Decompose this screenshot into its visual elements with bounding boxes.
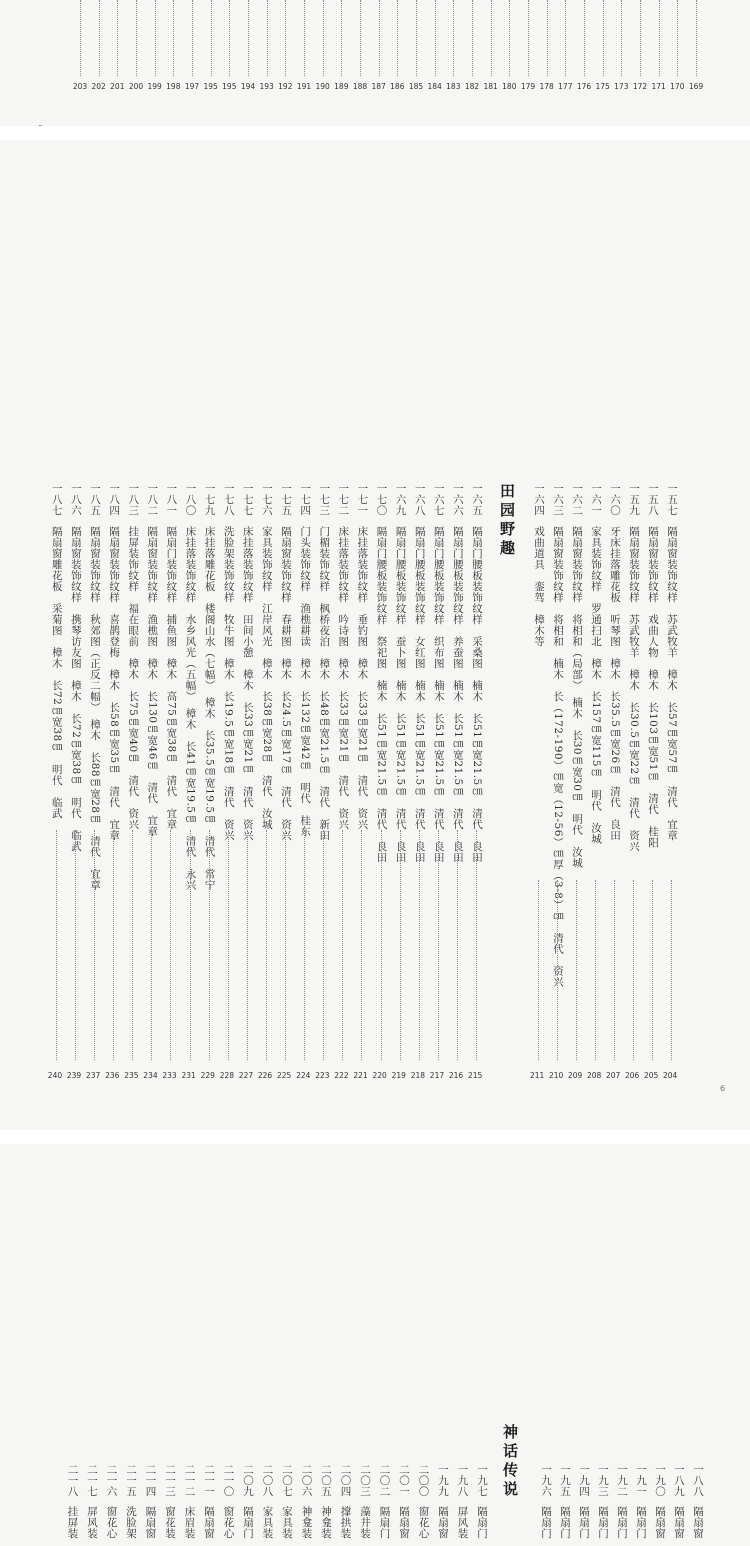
entry-number: 一六一 <box>590 483 602 516</box>
page-number: 191 <box>296 82 312 91</box>
dotted-leader <box>696 0 697 76</box>
entry-number: 一七四 <box>299 483 312 516</box>
dotted-leader <box>438 830 439 1060</box>
entry-number: 一九八 <box>456 1464 469 1497</box>
dotted-leader <box>576 880 577 1060</box>
page-number: 176 <box>576 82 592 91</box>
entry-number: 一六四 <box>533 483 545 516</box>
dotted-leader <box>151 830 152 1060</box>
dotted-leader <box>381 830 382 1060</box>
entry-page-number: 221 <box>353 1071 368 1080</box>
entry-page-number: 223 <box>315 1071 330 1080</box>
entry-number: 二〇二 <box>378 1464 391 1497</box>
dotted-leader <box>267 0 268 76</box>
page-gap <box>0 126 750 140</box>
dotted-leader <box>397 0 398 76</box>
entry-title: 隔扇门腰板装饰纹样 织布图 楠木 长51㎝宽21.5㎝ 清代 良田 <box>432 526 445 863</box>
entry-title: 神龛装 <box>300 1506 313 1539</box>
entry-title: 床挂落雕花板 楼阁山水（七幅） 樟木 长35.5㎝宽19.5㎝ 清代 常宁 <box>203 526 216 891</box>
page-number: 175 <box>595 82 610 91</box>
page-number: 187 <box>371 82 386 91</box>
dotted-leader <box>80 0 81 76</box>
page-number: 188 <box>352 82 368 91</box>
entry-title: 隔扇窗装饰纹样 将相和 楠木 长（172-190）㎝宽（12-56）㎝厚（3-8）㎝ 清代 资兴 <box>552 526 564 988</box>
dotted-leader <box>416 0 417 76</box>
entry-title: 窗花心 <box>105 1506 118 1539</box>
entry-page-number: 220 <box>372 1071 387 1080</box>
entry-number: 一八二 <box>146 483 159 516</box>
dotted-leader <box>614 880 615 1060</box>
entry-number: 一八六 <box>69 483 82 516</box>
page-number: 190 <box>315 82 330 91</box>
entry-title: 隔扇门 <box>540 1506 552 1539</box>
entry-page-number: 211 <box>530 1071 545 1080</box>
entry-number: 二一一 <box>203 1464 215 1497</box>
dotted-leader <box>565 0 566 76</box>
entry-title: 床挂落装饰纹样 水乡风光（五幅） 樟木 长41㎝宽19.5㎝ 清代 永兴 <box>184 526 197 891</box>
dotted-leader <box>323 0 324 76</box>
entry-number: 二一四 <box>144 1464 157 1497</box>
entry-title: 隔扇窗 <box>437 1506 449 1539</box>
entry-title: 隔扇窗装饰纹样 秋郊图（正反二幅） 樟木 长88㎝宽28㎝ 清代 宜章 <box>89 526 101 891</box>
page-number: 181 <box>483 82 498 91</box>
entry-number: 二〇三 <box>359 1464 371 1497</box>
entry-number: 二一二 <box>183 1464 196 1497</box>
entry-number: 一八三 <box>127 483 140 516</box>
page-number: 173 <box>614 82 629 91</box>
entry-title: 挂屏装 <box>66 1506 79 1539</box>
entry-title: 隔扇窗 <box>144 1506 157 1539</box>
entry-number: 一六八 <box>413 483 426 516</box>
dotted-leader <box>304 830 305 1060</box>
top-page <box>0 0 750 126</box>
dotted-leader <box>659 0 660 76</box>
entry-title: 家具装 <box>281 1506 293 1539</box>
dotted-leader <box>304 0 305 76</box>
entry-page-number: 227 <box>238 1071 254 1080</box>
entry-number: 一五九 <box>628 483 640 516</box>
entry-number: 一七九 <box>203 483 216 516</box>
dotted-leader <box>538 880 539 1060</box>
page-number: 195 <box>203 82 218 91</box>
entry-number: 一九〇 <box>654 1464 666 1497</box>
dotted-leader <box>323 830 324 1060</box>
entry-page-number: 237 <box>86 1071 101 1080</box>
footer-page-number: 6 <box>720 1084 726 1093</box>
entry-title: 神龛装 <box>320 1506 332 1539</box>
entry-number: 一八一 <box>165 483 178 516</box>
entry-number: 一七一 <box>356 483 369 516</box>
entry-title: 隔扇窗装饰纹样 携琴访友图 樟木 长72㎝宽38㎝ 明代 临武 <box>69 526 82 852</box>
entry-title: 隔扇门装饰纹样 捕鱼图 樟木 高75㎝宽38㎝ 清代 宜章 <box>165 526 178 830</box>
section-heading: 田园野趣 <box>498 483 516 559</box>
entry-title: 隔扇门腰板装饰纹样 采桑图 楠木 长51㎝宽21.5㎝ 清代 良田 <box>471 526 483 863</box>
entry-title: 屏风装 <box>456 1506 469 1539</box>
dotted-leader <box>557 880 558 1060</box>
dotted-leader <box>229 0 230 76</box>
dotted-leader <box>248 0 249 76</box>
entry-number: 一九四 <box>578 1464 590 1497</box>
bottom-page <box>0 1144 750 1546</box>
entry-title: 门楣装饰纹样 枫桥夜泊 樟木 长48㎝宽21.5㎝ 清代 新田 <box>318 526 331 841</box>
entry-number: 二一六 <box>105 1464 118 1497</box>
dotted-leader <box>342 830 343 1060</box>
entry-title: 戏曲道具 銮驾 樟木等 <box>533 526 545 647</box>
dotted-leader <box>453 0 454 76</box>
page-number: 177 <box>558 82 573 91</box>
entry-number: 一九一 <box>635 1464 647 1497</box>
page-number: 199 <box>147 82 162 91</box>
entry-page-number: 210 <box>549 1071 564 1080</box>
entry-title: 隔扇门腰板装饰纹样 养蚕图 楠木 长51㎝宽21.5㎝ 清代 良田 <box>451 526 464 863</box>
dotted-leader <box>75 830 76 1060</box>
dotted-leader <box>132 830 133 1060</box>
entry-number: 二〇九 <box>242 1464 254 1497</box>
entry-number: 一八八 <box>692 1464 704 1497</box>
entry-page-number: 234 <box>143 1071 158 1080</box>
entry-title: 隔扇窗 <box>673 1506 685 1539</box>
entry-number: 一八七 <box>50 483 63 516</box>
entry-page-number: 215 <box>468 1071 483 1080</box>
dotted-leader <box>491 0 492 76</box>
entry-title: 隔扇门 <box>242 1506 254 1539</box>
entry-number: 一七〇 <box>375 483 388 516</box>
entry-page-number: 225 <box>277 1071 292 1080</box>
entry-number: 一九五 <box>559 1464 571 1497</box>
page-gap <box>0 1130 750 1144</box>
page-number: 170 <box>670 82 685 91</box>
dotted-leader <box>509 0 510 76</box>
entry-page-number: 218 <box>410 1071 426 1080</box>
dotted-leader <box>341 0 342 76</box>
page-number: 182 <box>464 82 480 91</box>
entry-page-number: 239 <box>66 1071 82 1080</box>
page-number: 178 <box>539 82 554 91</box>
entry-title: 家具装饰纹样 江岸风光 樟木 长38㎝宽28㎝ 清代 汝城 <box>260 526 273 830</box>
entry-number: 一六二 <box>571 483 583 516</box>
entry-number: 一六六 <box>451 483 464 516</box>
entry-title: 窗花装 <box>164 1506 176 1539</box>
entry-title: 隔扇门 <box>597 1506 609 1539</box>
page-number: 202 <box>91 82 106 91</box>
dotted-leader <box>155 0 156 76</box>
entry-number: 二〇四 <box>339 1464 352 1497</box>
dotted-leader <box>56 830 57 1060</box>
entry-page-number: 217 <box>429 1071 445 1080</box>
entry-title: 隔扇门 <box>378 1506 391 1539</box>
entry-number: 一七八 <box>222 483 235 516</box>
dotted-leader <box>472 0 473 76</box>
entry-page-number: 209 <box>568 1071 583 1080</box>
dotted-leader <box>209 830 210 1060</box>
dotted-leader <box>228 830 229 1060</box>
entry-title: 屏风装 <box>86 1506 98 1539</box>
dotted-leader <box>419 830 420 1060</box>
entry-title: 窗花心 <box>417 1506 430 1539</box>
entry-title: 牙床挂落雕花板 听琴图 樟木 长35.5㎝宽26㎝ 清代 良田 <box>609 526 621 841</box>
entry-number: 一六三 <box>552 483 564 516</box>
entry-title: 隔扇窗装饰纹样 将相和（局部） 楠木 长30㎝宽30㎝ 明代 汝城 <box>571 526 583 869</box>
entry-number: 一七七 <box>241 483 254 516</box>
page-number: 200 <box>128 82 144 91</box>
entry-title: 隔扇窗 <box>203 1506 215 1539</box>
entry-title: 门头装饰纹样 渔樵耕读 樟木 长132㎝宽42㎝ 明代 桂东 <box>299 526 312 837</box>
entry-number: 二一八 <box>66 1464 79 1497</box>
dotted-leader <box>99 0 100 76</box>
entry-number: 一六五 <box>471 483 483 516</box>
entry-title: 床眉装 <box>183 1506 196 1539</box>
entry-page-number: 205 <box>644 1071 659 1080</box>
page-number: 195 <box>222 82 237 91</box>
entry-number: 一八五 <box>89 483 101 516</box>
dotted-leader <box>211 0 212 76</box>
dotted-leader <box>285 0 286 76</box>
dotted-leader <box>247 830 248 1060</box>
entry-title: 隔扇窗装饰纹样 喜鹊登梅 樟木 长58㎝宽35㎝ 清代 宜章 <box>108 526 121 841</box>
dotted-leader <box>621 0 622 76</box>
dotted-leader <box>595 880 596 1060</box>
dotted-leader <box>633 880 634 1060</box>
page-number: 184 <box>427 82 442 91</box>
entry-number: 一七二 <box>337 483 350 516</box>
dotted-leader <box>584 0 585 76</box>
dotted-leader <box>94 830 95 1060</box>
entry-number: 一七五 <box>280 483 292 516</box>
page-number: 169 <box>688 82 704 91</box>
entry-title: 隔扇门 <box>476 1506 488 1539</box>
dotted-leader <box>117 0 118 76</box>
page-number: 203 <box>72 82 88 91</box>
entry-number: 二一七 <box>86 1464 98 1497</box>
entry-title: 洗脸架装饰纹样 牧牛图 樟木 长19.5㎝宽18㎝ 清代 资兴 <box>222 526 235 841</box>
entry-number: 二〇六 <box>300 1464 313 1497</box>
page-number: 179 <box>520 82 536 91</box>
entry-number: 二一三 <box>164 1464 176 1497</box>
entry-number: 一六七 <box>432 483 445 516</box>
dotted-leader <box>476 830 477 1060</box>
dotted-leader <box>266 830 267 1060</box>
entry-number: 一八九 <box>673 1464 685 1497</box>
entry-title: 隔扇窗 <box>692 1506 704 1539</box>
entry-title: 洗脸架 <box>125 1506 137 1539</box>
entry-title: 床挂落装饰纹样 吟诗图 樟木 长33㎝宽21㎝ 清代 资兴 <box>337 526 350 830</box>
entry-title: 床挂落装饰纹样 垂钓图 樟木 长33㎝宽21㎝ 清代 资兴 <box>356 526 369 830</box>
entry-number: 二〇八 <box>261 1464 274 1497</box>
dotted-leader <box>671 880 672 1060</box>
entry-page-number: 219 <box>391 1071 406 1080</box>
entry-page-number: 228 <box>219 1071 235 1080</box>
entry-title: 隔扇窗装饰纹样 戏曲人物 樟木 长103㎝宽51㎝ 清代 桂阳 <box>647 526 659 848</box>
entry-title: 家具装 <box>261 1506 274 1539</box>
entry-number: 二〇一 <box>398 1464 410 1497</box>
entry-number: 一六九 <box>394 483 407 516</box>
entry-title: 隔扇门腰板装饰纹样 蚕卜图 楠木 长51㎝宽21.5㎝ 清代 良田 <box>394 526 407 863</box>
entry-page-number: 233 <box>162 1071 177 1080</box>
entry-number: 一八〇 <box>184 483 197 516</box>
entry-number: 二〇七 <box>281 1464 293 1497</box>
entry-title: 隔扇门腰板装饰纹样 女红图 楠木 长51㎝宽21.5㎝ 清代 良田 <box>413 526 426 863</box>
entry-title: 家具装饰纹样 罗通扫北 樟木 长157㎝宽115㎝ 明代 汝城 <box>590 526 602 845</box>
dotted-leader <box>136 0 137 76</box>
entry-title: 隔扇门 <box>616 1506 628 1539</box>
entry-page-number: 226 <box>257 1071 273 1080</box>
entry-page-number: 222 <box>334 1071 349 1080</box>
entry-title: 床挂落装饰纹样 田间小憩 樟木 长33㎝宽21㎝ 清代 资兴 <box>241 526 254 841</box>
dotted-leader <box>400 830 401 1060</box>
top-page-number-row <box>0 82 750 94</box>
entry-page-number: 235 <box>124 1071 139 1080</box>
page-number: 183 <box>446 82 461 91</box>
entry-title: 隔扇窗雕花板 采菊图 樟木 长72㎝宽38㎝ 明代 临武 <box>50 526 63 819</box>
entry-page-number: 208 <box>587 1071 602 1080</box>
entry-title: 挂屏装饰纹样 福在眼前 樟木 长75㎝宽40㎝ 清代 资兴 <box>127 526 140 830</box>
entry-title: 隔扇门腰板装饰纹样 祭祀图 楠木 长51㎝宽21.5㎝ 清代 良田 <box>375 526 388 863</box>
section-heading: 神话传说 <box>501 1424 519 1500</box>
page-number: 194 <box>240 82 256 91</box>
entry-number: 一九六 <box>540 1464 552 1497</box>
entry-page-number: 207 <box>606 1071 621 1080</box>
dotted-leader <box>379 0 380 76</box>
entry-title: 隔扇窗装饰纹样 春耕图 樟木 长24.5㎝宽17㎝ 清代 资兴 <box>280 526 292 841</box>
dotted-leader <box>170 830 171 1060</box>
entry-page-number: 236 <box>105 1071 120 1080</box>
middle-page <box>0 140 750 1130</box>
entry-number: 一七六 <box>260 483 273 516</box>
entry-page-number: 206 <box>625 1071 640 1080</box>
entry-number: 二一五 <box>125 1464 137 1497</box>
entry-number: 二〇五 <box>320 1464 332 1497</box>
entry-title: 隔扇窗装饰纹样 渔樵图 樟木 长130㎝宽46㎝ 清代 宜章 <box>146 526 159 837</box>
entry-title: 隔扇窗装饰纹样 苏武牧羊 樟木 长57㎝宽57㎝ 清代 宜章 <box>666 526 678 841</box>
page-number: 198 <box>166 82 181 91</box>
page-number: 201 <box>110 82 125 91</box>
page-number: 186 <box>390 82 405 91</box>
entry-page-number: 231 <box>181 1071 196 1080</box>
entry-page-number: 204 <box>663 1071 678 1080</box>
entry-page-number: 216 <box>448 1071 464 1080</box>
entry-title: 隔扇窗 <box>398 1506 410 1539</box>
page-number: 197 <box>184 82 200 91</box>
entry-title: 撑拱装 <box>339 1506 352 1539</box>
entry-number: 一九七 <box>476 1464 488 1497</box>
dotted-leader <box>640 0 641 76</box>
entry-title: 窗花心 <box>222 1506 235 1539</box>
dotted-leader <box>677 0 678 76</box>
page-number: 189 <box>334 82 349 91</box>
dotted-leader <box>173 0 174 76</box>
dotted-leader <box>528 0 529 76</box>
dotted-leader <box>192 0 193 76</box>
entry-title: 隔扇门 <box>578 1506 590 1539</box>
entry-number: 二一〇 <box>222 1464 235 1497</box>
entry-number: 一八四 <box>108 483 121 516</box>
page-number: 172 <box>632 82 648 91</box>
page-number: 185 <box>408 82 424 91</box>
entry-page-number: 240 <box>47 1071 63 1080</box>
entry-title: 隔扇门 <box>635 1506 647 1539</box>
dotted-leader <box>285 830 286 1060</box>
entry-number: 一九二 <box>616 1464 628 1497</box>
page-number: 193 <box>259 82 274 91</box>
dotted-leader <box>457 830 458 1060</box>
entry-title: 藻井装 <box>359 1506 371 1539</box>
entry-page-number: 224 <box>296 1071 311 1080</box>
dotted-leader <box>435 0 436 76</box>
dotted-leader <box>113 830 114 1060</box>
dotted-leader <box>361 830 362 1060</box>
entry-title: 隔扇窗装饰纹样 苏武牧羊 樟木 长30.5㎝宽22㎝ 清代 资兴 <box>628 526 640 852</box>
dotted-leader <box>652 880 653 1060</box>
entry-page-number: 229 <box>200 1071 215 1080</box>
page-number: 171 <box>651 82 666 91</box>
dotted-leader <box>360 0 361 76</box>
dotted-leader <box>547 0 548 76</box>
entry-number: 一五八 <box>647 483 659 516</box>
entry-title: 隔扇门 <box>559 1506 571 1539</box>
dotted-leader <box>190 830 191 1060</box>
entry-number: 一九九 <box>437 1464 449 1497</box>
entry-number: 一九三 <box>597 1464 609 1497</box>
page-number: 180 <box>502 82 517 91</box>
entry-number: 一七三 <box>318 483 331 516</box>
entry-number: 一五七 <box>666 483 678 516</box>
entry-number: 一六〇 <box>609 483 621 516</box>
entry-title: 隔扇窗 <box>654 1506 666 1539</box>
entry-number: 二〇〇 <box>417 1464 430 1497</box>
page-number: 192 <box>278 82 293 91</box>
dotted-leader <box>603 0 604 76</box>
